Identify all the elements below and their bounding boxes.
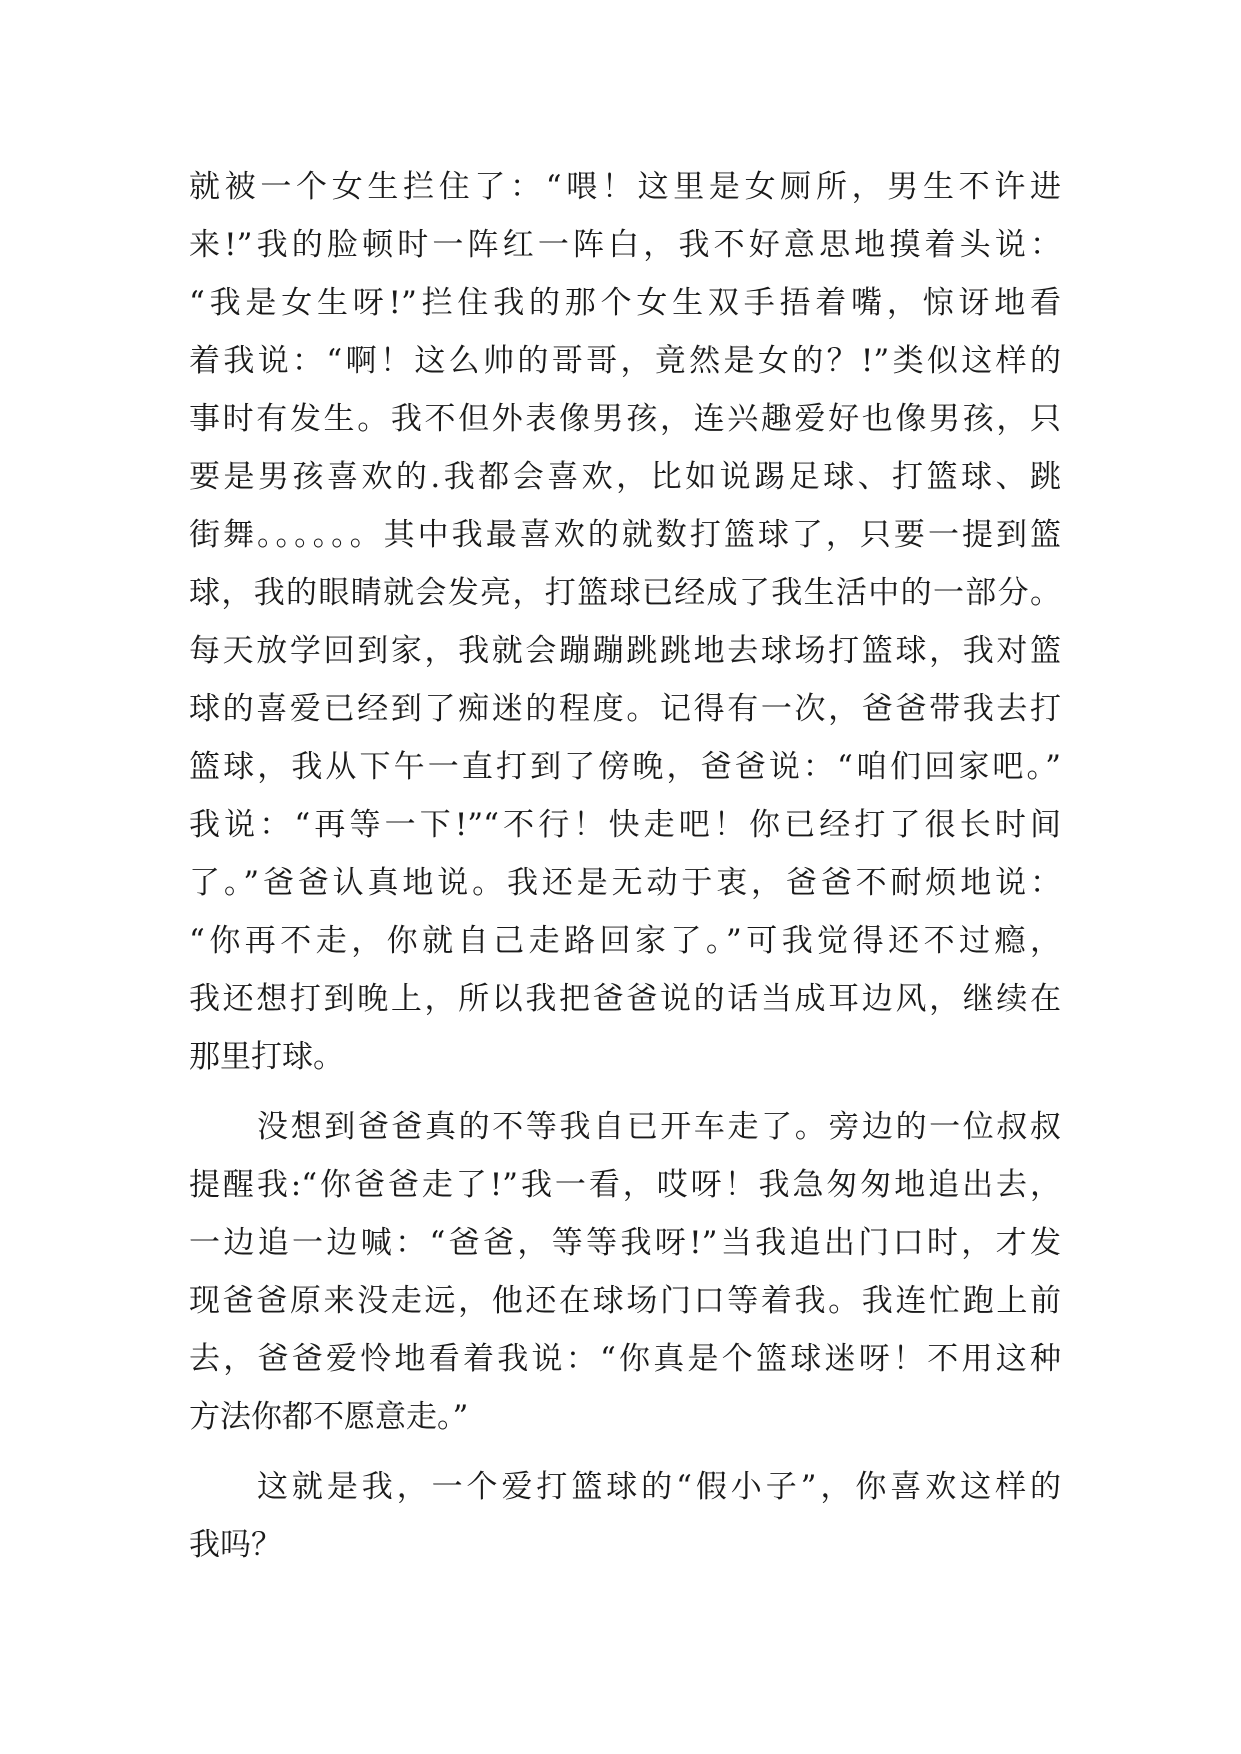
text-line: 街舞。。。。。。其中我最喜欢的就数打篮球了，只要一提到篮	[189, 517, 1061, 553]
text-line: 每天放学回到家，我就会蹦蹦跳跳地去球场打篮球，我对篮	[189, 633, 1061, 669]
text-line: 了。”爸爸认真地说。我还是无动于衷，爸爸不耐烦地说：	[189, 865, 1061, 901]
text-line: 我说：“再等一下!”“不行！快走吧！你已经打了很长时间	[189, 807, 1061, 843]
text-line: 这就是我，一个爱打篮球的“假小子”，你喜欢这样的	[257, 1469, 1061, 1505]
text-line: 球的喜爱已经到了痴迷的程度。记得有一次，爸爸带我去打	[189, 691, 1061, 727]
text-line: 那里打球。	[189, 1039, 344, 1075]
text-line: 就被一个女生拦住了：“喂！这里是女厕所，男生不许进	[189, 169, 1061, 205]
text-line: 篮球，我从下午一直打到了傍晚，爸爸说：“咱们回家吧。”	[189, 749, 1061, 785]
text-line: 现爸爸原来没走远，他还在球场门口等着我。我连忙跑上前	[189, 1283, 1061, 1319]
paragraph-3	[189, 1458, 1061, 1574]
text-line: 事时有发生。我不但外表像男孩，连兴趣爱好也像男孩，只	[189, 401, 1061, 437]
text-line: 一边追一边喊：“爸爸，等等我呀!”当我追出门口时，才发	[189, 1225, 1061, 1261]
text-line: 没想到爸爸真的不等我自已开车走了。旁边的一位叔叔	[257, 1109, 1061, 1145]
text-line: 我还想打到晚上，所以我把爸爸说的话当成耳边风，继续在	[189, 981, 1061, 1017]
text-line: “我是女生呀!”拦住我的那个女生双手捂着嘴，惊讶地看	[189, 285, 1061, 321]
paragraph-gap	[189, 1446, 1061, 1458]
text-line: 方法你都不愿意走。”	[189, 1399, 469, 1435]
paragraph-2	[189, 1098, 1061, 1446]
document-body	[189, 158, 1061, 1574]
paragraph-1	[189, 158, 1061, 1086]
text-line: 提醒我:“你爸爸走了!”我一看，哎呀！我急匆匆地追出去，	[189, 1167, 1061, 1203]
text-line: 着我说：“啊！这么帅的哥哥，竟然是女的？!”类似这样的	[189, 343, 1061, 379]
text-line: 我吗？	[189, 1527, 282, 1563]
paragraph-gap	[189, 1086, 1061, 1098]
text-line: “你再不走，你就自己走路回家了。”可我觉得还不过瘾，	[189, 923, 1061, 959]
text-line: 来!”我的脸顿时一阵红一阵白，我不好意思地摸着头说：	[189, 227, 1061, 263]
text-line: 去，爸爸爱怜地看着我说：“你真是个篮球迷呀！不用这种	[189, 1341, 1061, 1377]
text-line: 要是男孩喜欢的.我都会喜欢，比如说踢足球、打篮球、跳	[189, 459, 1061, 495]
text-line: 球，我的眼睛就会发亮，打篮球已经成了我生活中的一部分。	[189, 575, 1061, 611]
